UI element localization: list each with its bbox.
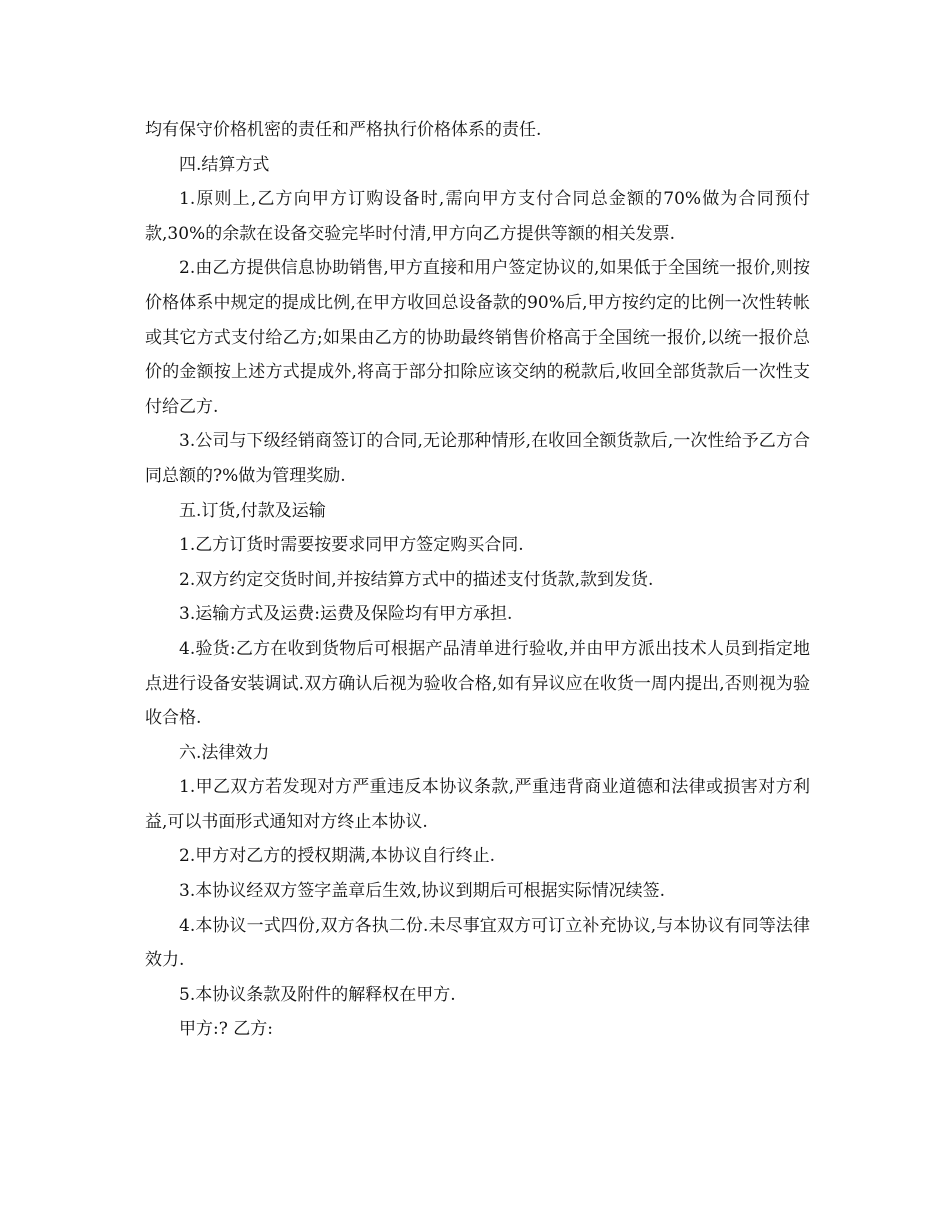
section-heading-legal: 六.法律效力 <box>179 742 270 763</box>
section-heading-settlement: 四.结算方式 <box>179 154 270 175</box>
section-heading-ordering: 五.订货,付款及运输 <box>179 500 326 521</box>
paragraph-settlement-1: 1.原则上,乙方向甲方订购设备时,需向甲方支付合同总金额的70%做为合同预付款,30%的余款在设备交验完毕时付清,甲方向乙方提供等额的相关发票. <box>145 189 810 244</box>
paragraph-ordering-3: 3.运输方式及运费:运费及保险均有甲方承担. <box>179 604 513 625</box>
paragraph-price-confidentiality: 均有保守价格机密的责任和严格执行价格体系的责任. <box>145 120 542 140</box>
paragraph-legal-1: 1.甲乙双方若发现对方严重违反本协议条款,严重违背商业道德和法律或损害对方利益,可以书面形式通知对方终止本协议. <box>145 777 810 832</box>
paragraph-legal-5: 5.本协议条款及附件的解释权在甲方. <box>179 984 456 1005</box>
paragraph-ordering-4: 4.验货:乙方在收到货物后可根据产品清单进行验收,并由甲方派出技术人员到指定地点进行设备安装调试.双方确认后视为验收合格,如有异议应在收货一周内提出,否则视为验收合格. <box>145 638 810 729</box>
document-body <box>145 113 810 1047</box>
paragraph-legal-3: 3.本协议经双方签字盖章后生效,协议到期后可根据实际情况续签. <box>179 881 666 902</box>
paragraph-legal-4: 4.本协议一式四份,双方各执二份.未尽事宜双方可订立补充协议,与本协议有同等法律效力. <box>145 915 810 971</box>
paragraph-ordering-2: 2.双方约定交货时间,并按结算方式中的描述支付货款,款到发货. <box>179 569 654 590</box>
paragraph-settlement-3: 3.公司与下级经销商签订的合同,无论那种情形,在收回全额货款后,一次性给予乙方合同总额的?%做为管理奖励. <box>145 431 810 486</box>
paragraph-ordering-1: 1.乙方订货时需要按要求同甲方签定购买合同. <box>179 535 524 556</box>
paragraph-legal-2: 2.甲方对乙方的授权期满,本协议自行终止. <box>179 846 496 867</box>
paragraph-settlement-2: 2.由乙方提供信息协助销售,甲方直接和用户签定协议的,如果低于全国统一报价,则按价格体系中规定的提成比例,在甲方收回总设备款的90%后,甲方按约定的比例一次性转帐或其它方式支付给乙方;如果由乙方的协助最终销售价格高于全国统一报价,以统一报价总价的金额按上述方式提成外,将高于部分扣除应该交纳的税款后,收回全部货款后一次性支付给乙方. <box>145 258 810 417</box>
signature-line: 甲方:? 乙方: <box>179 1019 273 1040</box>
